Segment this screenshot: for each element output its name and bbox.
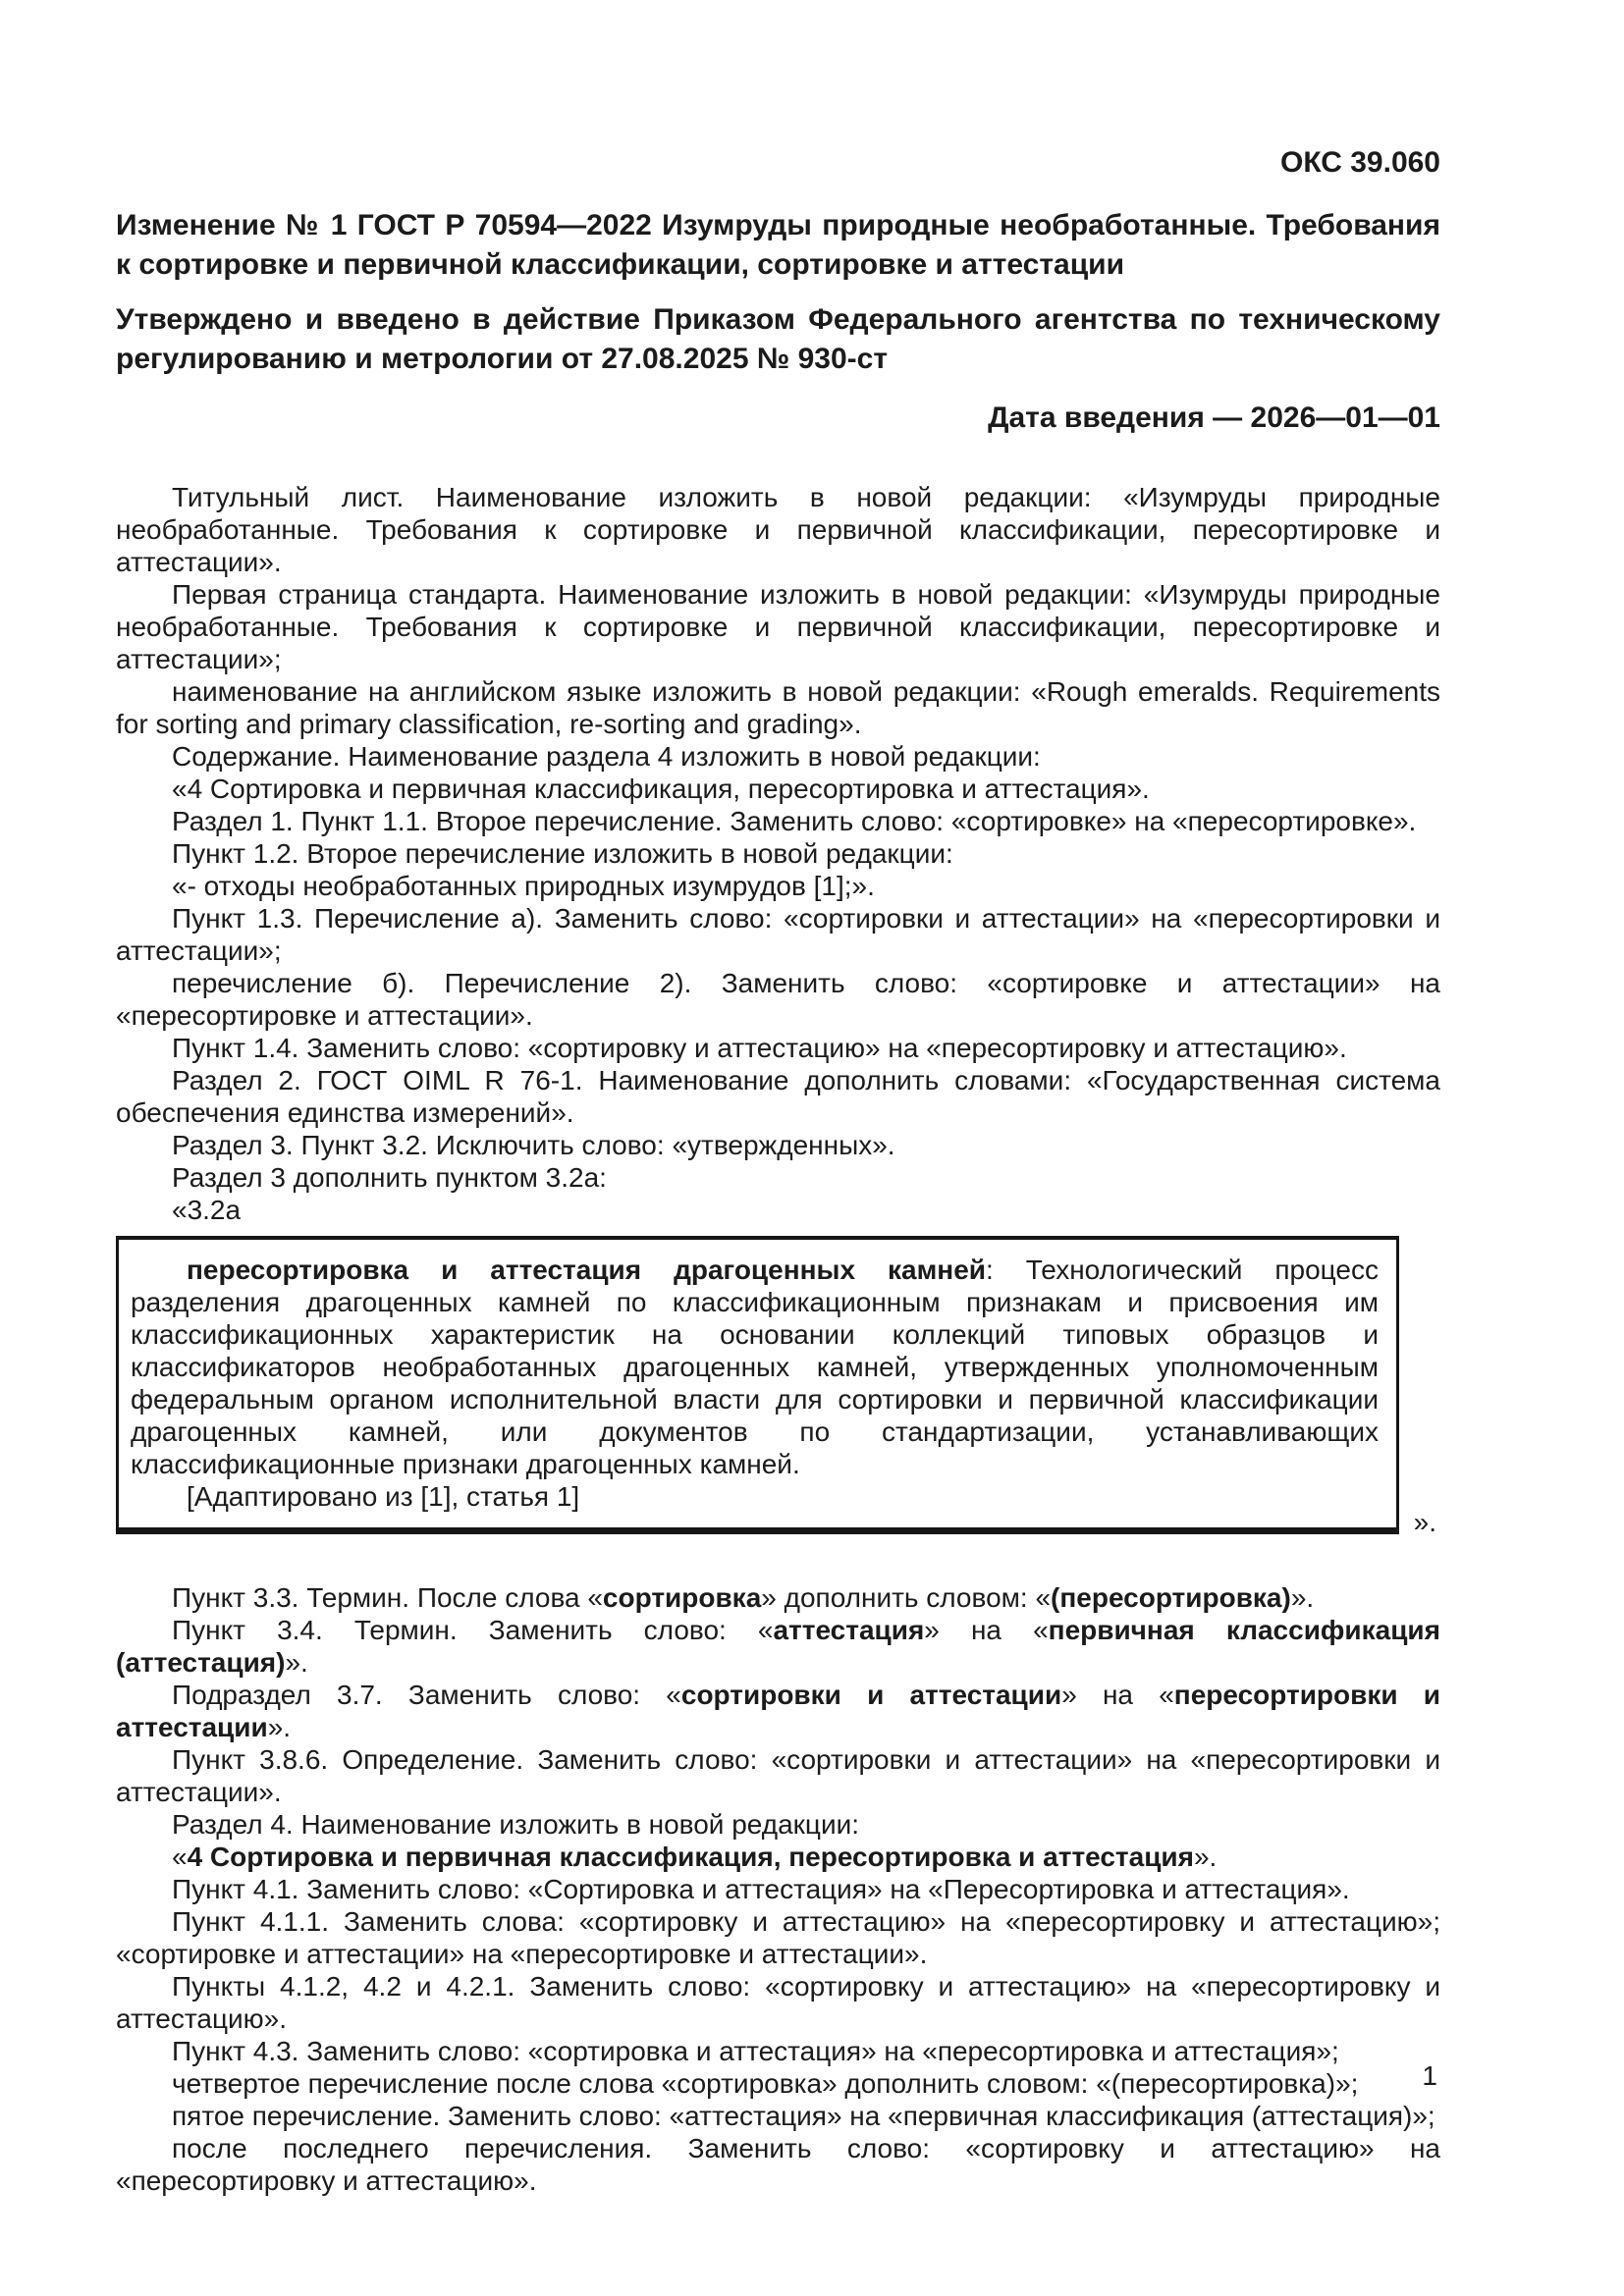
text-run: Раздел 3 дополнить пунктом 3.2а: (172, 1162, 607, 1193)
text-run: Первая страница стандарта. Наименование изложить в новой редакции: «Изумруды природные необработанные. Требования к сортировке и первичной классификации, пересортировке и аттестации»; (116, 579, 1440, 674)
paragraph (116, 1905, 1440, 1970)
paragraph (116, 1873, 1440, 1905)
text-run: Пункт 1.2. Второе перечисление изложить в новой редакции: (172, 838, 953, 869)
paragraph (116, 1970, 1440, 2035)
paragraph (116, 1161, 1440, 1194)
paragraph (116, 1808, 1440, 1841)
paragraph (116, 1743, 1440, 1808)
text-run: » дополнить словом: « (761, 1582, 1052, 1613)
paragraph (131, 1480, 1379, 1513)
paragraph (116, 805, 1440, 837)
bold-text-run: (пересортировка) (1051, 1582, 1291, 1613)
text-run: после последнего перечисления. Заменить слово: «сортировку и аттестацию» на «пересортировку и аттестацию». (116, 2133, 1440, 2196)
text-run: « (172, 1842, 188, 1872)
text-run: наименование на английском языке изложить в новой редакции: «Rough emeralds. Requirements for sorting and primary classification, re-sorting and grading». (116, 676, 1440, 739)
text-run: пятое перечисление. Заменить слово: «аттестация» на «первичная классификация (аттестация)»; (172, 2101, 1435, 2131)
text-run: «3.2а (172, 1195, 242, 1225)
paragraph (116, 1679, 1440, 1743)
bold-text-run: пересортировки и аттестации (116, 1680, 1440, 1742)
paragraph (116, 740, 1440, 773)
amendment-title: Изменение № 1 ГОСТ Р 70594—2022 Изумруды природные необработанные. Требования к сортировке и первичной классификации, сортировке и аттестации (116, 209, 1440, 281)
paragraph (116, 773, 1440, 805)
text-run: ». (285, 1647, 308, 1678)
paragraph (116, 1064, 1440, 1129)
text-run: Содержание. Наименование раздела 4 изложить в новой редакции: (172, 741, 1041, 772)
document-body (116, 481, 1440, 2197)
text-run: Раздел 2. ГОСТ OIML R 76-1. Наименование дополнить словами: «Государственная система обеспечения единства измерений». (116, 1065, 1440, 1128)
text-run: ». (267, 1712, 292, 1742)
paragraph (116, 675, 1440, 740)
text-run: : Технологический процесс разделения драгоценных камней по классификационным признакам и присвоения им классификационных характеристик на основании коллекций типовых образцов и классификаторов необработанных драгоценных камней, утвержденных уполномоченным федеральным органом исполнительной власти для сортировки и первичной классификации драгоценных камней, или документов по стандартизации, устанавливающих классификационные признаки драгоценных камней. (131, 1255, 1379, 1479)
bold-text-run: сортировка (602, 1582, 762, 1613)
paragraph (116, 870, 1440, 902)
paragraph (116, 481, 1440, 578)
paragraph (116, 1614, 1440, 1679)
text-run: [Адаптировано из [1], статья 1] (187, 1481, 580, 1512)
text-run: Раздел 1. Пункт 1.1. Второе перечисление. Заменить слово: «сортировке» на «пересортировке». (172, 806, 1417, 836)
definition-box (116, 1236, 1399, 1534)
bold-text-run: аттестация (773, 1615, 925, 1645)
text-run: Подраздел 3.7. Заменить слово: « (172, 1680, 681, 1710)
text-run: Пункт 3.8.6. Определение. Заменить слово: «сортировки и аттестации» на «пересортировки и аттестации». (116, 1744, 1440, 1807)
paragraph (116, 1194, 1440, 1226)
text-run: Пункт 4.3. Заменить слово: «сортировка и аттестация» на «пересортировка и аттестация»; (172, 2036, 1339, 2066)
text-run: Пункт 4.1. Заменить слово: «Сортировка и аттестация» на «Пересортировка и аттестация». (172, 1874, 1350, 1904)
bold-text-run: первичная классификация (аттестация) (116, 1615, 1440, 1678)
text-run: Раздел 4. Наименование изложить в новой редакции: (172, 1809, 859, 1840)
page-number: 1 (1422, 2060, 1437, 2091)
paragraph (116, 1841, 1440, 1873)
text-run: ». (1290, 1582, 1315, 1613)
text-run: Пункт 3.4. Термин. Заменить слово: « (172, 1615, 774, 1645)
paragraph (116, 578, 1440, 675)
text-run: ». (1193, 1842, 1218, 1872)
text-run: Пункт 3.3. Термин. После слова « (172, 1582, 603, 1613)
text-run: Раздел 3. Пункт 3.2. Исключить слово: «утвержденных». (172, 1130, 895, 1160)
text-run: «- отходы необработанных природных изумрудов [1];». (172, 871, 875, 901)
text-run: «4 Сортировка и первичная классификация, пересортировка и аттестация». (172, 774, 1150, 804)
oks-code: ОКС 39.060 (1279, 146, 1440, 179)
text-run: перечисление б). Перечисление 2). Заменить слово: «сортировке и аттестации» на «пересортировке и аттестации». (116, 968, 1440, 1031)
paragraph (116, 1129, 1440, 1161)
text-run: » на « (924, 1615, 1049, 1645)
text-run: Пункт 1.4. Заменить слово: «сортировку и аттестацию» на «пересортировку и аттестацию». (172, 1033, 1347, 1063)
bold-text-run: сортировки и аттестации (680, 1680, 1062, 1710)
paragraph (116, 1581, 1440, 1614)
text-run: четвертое перечисление после слова «сортировка» дополнить словом: «(пересортировка)»; (172, 2068, 1359, 2099)
text-run: Пункты 4.1.2, 4.2 и 4.2.1. Заменить слово: «сортировку и аттестацию» на «пересортировку и аттестацию». (116, 1971, 1440, 2034)
paragraph (116, 967, 1440, 1032)
paragraph (131, 1254, 1379, 1480)
definition-closing-quote: ». (1413, 1507, 1436, 1537)
paragraph (116, 1032, 1440, 1064)
paragraph (116, 2132, 1440, 2197)
approval-note: Утверждено и введено в действие Приказом Федерального агентства по техническому регулированию и метрологии от 27.08.2025 № 930-ст (116, 303, 1440, 375)
bold-text-run: пересортировка и аттестация драгоценных камней (187, 1255, 986, 1285)
bold-text-run: 4 Сортировка и первичная классификация, пересортировка и аттестация (187, 1842, 1194, 1872)
text-run: Пункт 1.3. Перечисление а). Заменить слово: «сортировки и аттестации» на «пересортировки и аттестации»; (116, 903, 1440, 966)
effective-date: Дата введения — 2026—01—01 (988, 401, 1440, 434)
paragraph (116, 2067, 1440, 2100)
text-run: Пункт 4.1.1. Заменить слова: «сортировку и аттестацию» на «пересортировку и аттестацию»; «сортировке и аттестации» на «пересортировке и аттестации». (116, 1906, 1440, 1969)
text-run: » на « (1061, 1680, 1174, 1710)
paragraph (116, 837, 1440, 870)
paragraph (116, 902, 1440, 967)
definition-box-wrap (116, 1236, 1436, 1537)
paragraph (116, 2035, 1440, 2067)
text-run: Титульный лист. Наименование изложить в новой редакции: «Изумруды природные необработанные. Требования к сортировке и первичной классификации, пересортировке и аттестации». (116, 482, 1440, 577)
paragraph (116, 2100, 1440, 2132)
